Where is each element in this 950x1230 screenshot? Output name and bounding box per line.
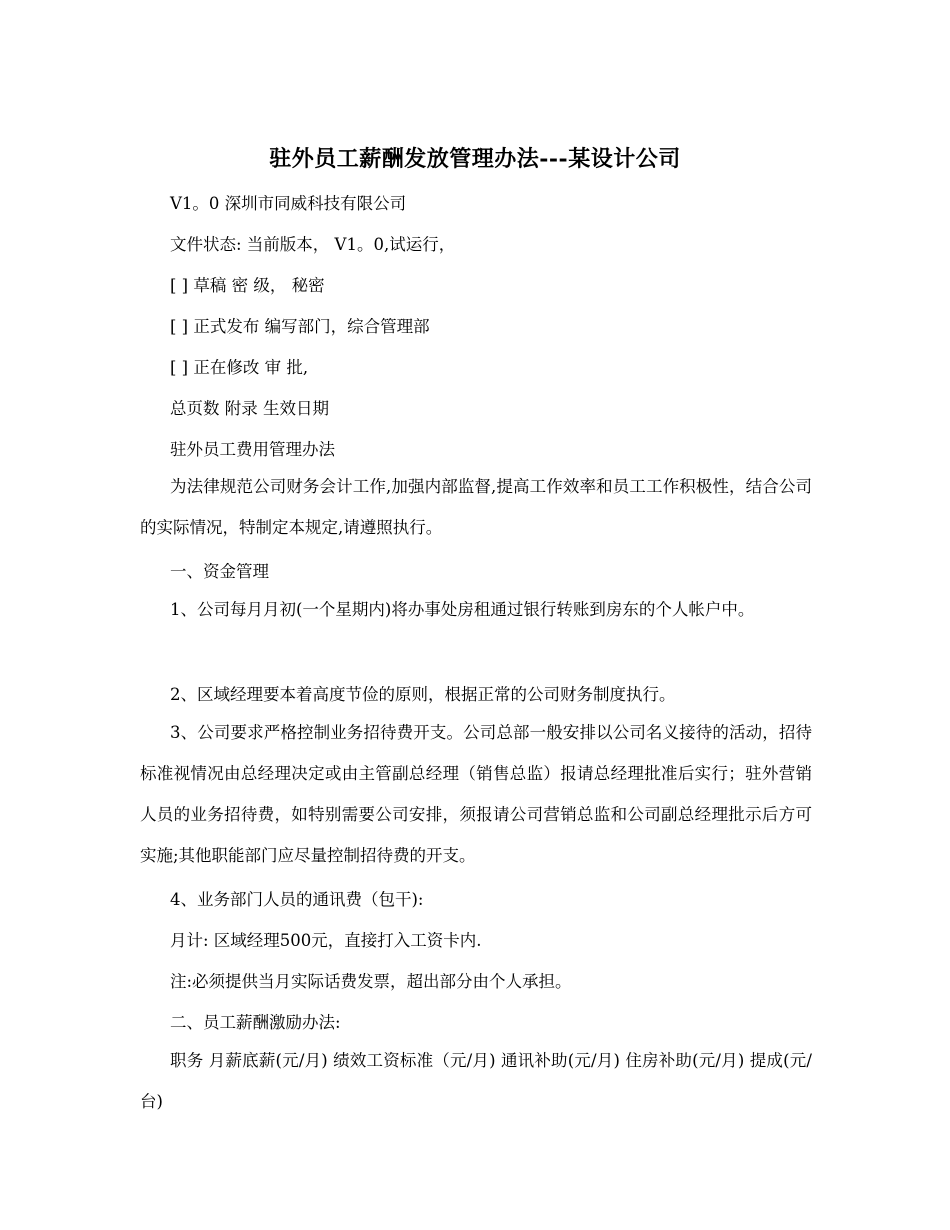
version-line: V1。0 深圳市同威科技有限公司: [170, 194, 407, 213]
draft-line: [ ] 草稿 密 级， 秘密: [170, 276, 325, 295]
document-title: 驻外员工薪酬发放管理办法---某设计公司: [269, 146, 681, 172]
revise-line: [ ] 正在修改 审 批,: [170, 358, 309, 377]
section-1-heading: 一、资金管理: [170, 562, 269, 581]
subtitle: 驻外员工费用管理办法: [170, 440, 335, 459]
item-2: 2、区域经理要本着高度节俭的原则，根据正常的公司财务制度执行。: [170, 685, 676, 704]
monthly-line: 月计: 区域经理500元，直接打入工资卡内.: [170, 931, 482, 950]
note-line: 注:必须提供当月实际话费发票，超出部分由个人承担。: [170, 972, 572, 991]
intro-paragraph: 为法律规范公司财务会计工作,加强内部监督,提高工作效率和员工工作积极性，结合公司的实际情况，特制定本规定,请遵照执行。: [140, 477, 812, 537]
release-line: [ ] 正式发布 编写部门，综合管理部: [170, 317, 430, 336]
status-line: 文件状态: 当前版本， V1。0,试运行，: [170, 235, 456, 254]
item-4: 4、业务部门人员的通讯费（包干):: [170, 890, 424, 909]
salary-table-header: 职务 月薪底薪(元/月) 绩效工资标准（元/月) 通讯补助(元/月) 住房补助(元/月) 提成(元/台): [140, 1051, 812, 1111]
item-1: 1、公司每月月初(一个星期内)将办事处房租通过银行转账到房东的个人帐户中。: [170, 600, 755, 619]
pages-line: 总页数 附录 生效日期: [170, 399, 329, 418]
section-2-heading: 二、员工薪酬激励办法:: [170, 1013, 341, 1032]
item-3: 3、公司要求严格控制业务招待费开支。公司总部一般安排以公司名义接待的活动，招待标准视情况由总经理决定或由主管副总经理（销售总监）报请总经理批准后实行；驻外营销人员的业务招待费，如特别需要公司安排，须报请公司营销总监和公司副总经理批示后方可实施;其他职能部门应尽量控制招待费的开支。: [140, 723, 812, 865]
